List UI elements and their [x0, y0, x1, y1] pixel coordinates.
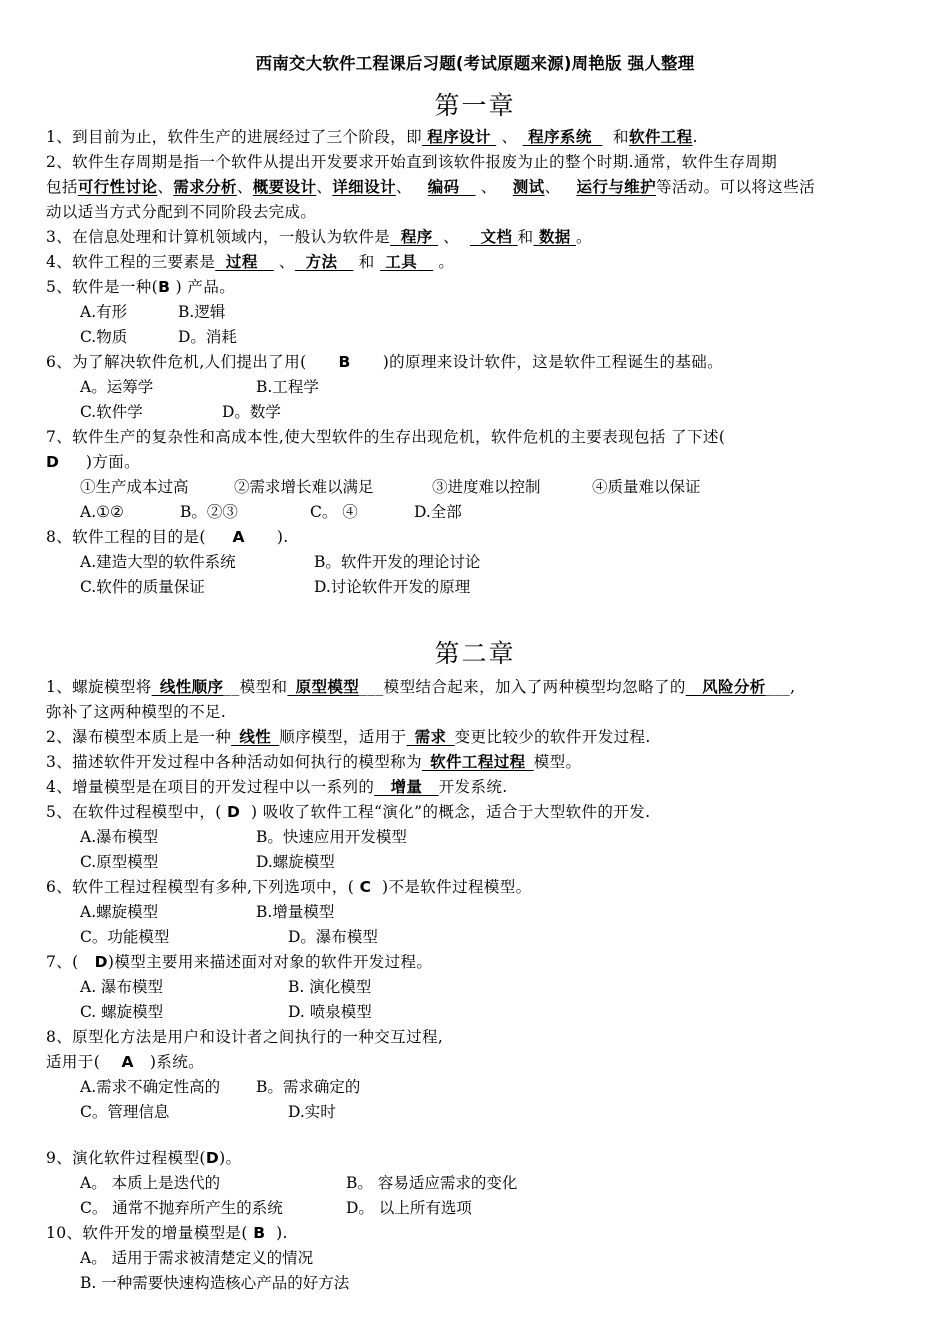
ch2-q6-option-d: D。瀑布模型: [288, 928, 378, 946]
ch2-q7-option-a: A. 瀑布模型: [80, 978, 164, 996]
ch2-question-6: 6、软件工程过程模型有多种,下列选项中，( C )不是软件过程模型。: [46, 878, 532, 896]
ch1-q7-item-4: ④质量难以保证: [592, 478, 701, 496]
ch1-q8-option-d: D.讨论软件开发的原理: [314, 578, 471, 596]
ch1-question-2-line-1: 2、软件生存周期是指一个软件从提出开发要求开始直到该软件报废为止的整个时期.通常，软件生存周期: [46, 153, 778, 171]
chapter-2-heading: 第二章: [434, 639, 516, 668]
ch2-question-2: 2、瀑布模型本质上是一种_线性_顺序模型，适用于_需求_变更比较少的软件开发过程.: [46, 727, 651, 746]
ch2-question-3: 3、描述软件开发过程中各种活动如何执行的模型称为_软件工程过程_模型。: [46, 752, 582, 771]
ch1-q8-option-c: C.软件的质量保证: [80, 578, 205, 596]
ch2-question-5: 5、在软件过程模型中，( D ) 吸收了软件工程“演化”的概念，适合于大型软件的开发.: [46, 803, 651, 821]
ch2-q8-option-c: C。管理信息: [80, 1103, 170, 1121]
document-title: 西南交大软件工程课后习题(考试原题来源)周艳版 强人整理: [255, 54, 695, 73]
ch2-question-1-line-1: 1、螺旋模型将_线性顺序__模型和_原型模型___模型结合起来，加入了两种模型均忽略了的__风险分析___,: [46, 677, 796, 696]
ch2-q7-option-b: B. 演化模型: [288, 978, 372, 996]
ch2-q8-option-d: D.实时: [288, 1103, 336, 1121]
ch2-q9-option-b: B。 容易适应需求的变化: [346, 1174, 518, 1192]
ch1-q8-option-a: A.建造大型的软件系统: [80, 553, 236, 571]
ch1-question-6: 6、为了解决软件危机,人们提出了用( B )的原理来设计软件，这是软件工程诞生的基础。: [46, 353, 724, 371]
ch1-question-7-line-1: 7、软件生产的复杂性和高成本性,使大型软件的生存出现危机，软件危机的主要表现包括 了下述(: [46, 428, 726, 446]
ch2-q10-option-a: A。 适用于需求被清楚定义的情况: [80, 1249, 314, 1267]
ch2-question-1-line-2: 弥补了这两种模型的不足.: [46, 703, 227, 721]
ch2-q5-option-b: B。快速应用开发模型: [256, 828, 407, 846]
ch1-q6-option-a: A。运筹学: [80, 378, 154, 396]
ch1-q8-option-b: B。软件开发的理论讨论: [314, 553, 481, 571]
answer-blank: 程序设计: [427, 127, 491, 146]
ch2-q10-option-b: B. 一种需要快速构造核心产品的好方法: [80, 1274, 350, 1292]
answer-blank: 程序系统: [528, 127, 592, 146]
ch1-question-1: 1、到目前为止，软件生产的进展经过了三个阶段，即 程序设计 、 程序系统 和软件工程.: [46, 127, 698, 146]
ch1-question-2-line-2: 包括可行性讨论、需求分析、概要设计、详细设计、 编码 、 测试、 运行与维护等活动。可以将这些活: [46, 177, 816, 196]
chapter-1-heading: 第一章: [434, 91, 516, 120]
ch2-question-7: 7、( D)模型主要用来描述面对对象的软件开发过程。: [46, 953, 433, 971]
ch2-q5-option-c: C.原型模型: [80, 853, 159, 871]
ch2-q6-option-c: C。功能模型: [80, 928, 170, 946]
ch1-question-5: 5、软件是一种(B ) 产品。: [46, 278, 236, 296]
ch1-q7-option-b: B。②③: [180, 503, 238, 521]
ch2-q8-option-a: A.需求不确定性高的: [80, 1078, 221, 1096]
ch1-q7-option-a: A.①②: [80, 503, 124, 521]
ch1-q5-option-c: C.物质: [80, 328, 128, 346]
ch2-question-8-line-1: 8、原型化方法是用户和设计者之间执行的一种交互过程,: [46, 1028, 444, 1046]
ch1-q7-option-c: C。 ④: [310, 503, 358, 521]
ch1-q5-option-d: D。消耗: [178, 328, 237, 346]
ch1-question-8: 8、软件工程的目的是( A ).: [46, 528, 289, 546]
ch2-q5-option-a: A.瀑布模型: [80, 828, 159, 846]
ch2-q9-option-d: D。 以上所有选项: [346, 1199, 472, 1217]
ch2-q6-option-b: B.增量模型: [256, 903, 335, 921]
ch1-q7-option-d: D.全部: [414, 503, 462, 521]
ch1-q7-item-2: ②需求增长难以满足: [234, 478, 374, 496]
ch1-q5-option-a: A.有形: [80, 303, 128, 321]
ch2-q7-option-d: D. 喷泉模型: [288, 1003, 372, 1021]
ch1-question-7-line-2: D )方面。: [46, 453, 141, 471]
answer-blank: 软件工程: [628, 127, 693, 146]
ch1-q6-option-d: D。数学: [222, 403, 281, 421]
ch1-q6-option-b: B.工程学: [256, 378, 319, 396]
ch1-question-2-line-3: 动以适当方式分配到不同阶段去完成。: [46, 203, 317, 221]
ch1-q7-item-1: ①生产成本过高: [80, 478, 189, 496]
question-text: 1、到目前为止，软件生产的进展经过了三个阶段，即: [46, 128, 422, 146]
ch2-q5-option-d: D.螺旋模型: [256, 853, 335, 871]
ch2-q9-option-c: C。 通常不抛弃所产生的系统: [80, 1199, 283, 1217]
ch2-q8-option-b: B。需求确定的: [256, 1078, 361, 1096]
ch1-q7-item-3: ③进度难以控制: [432, 478, 541, 496]
ch2-q6-option-a: A.螺旋模型: [80, 903, 159, 921]
ch2-question-9: 9、演化软件过程模型(D)。: [46, 1149, 242, 1167]
ch1-q5-option-b: B.逻辑: [178, 303, 226, 321]
ch2-question-10: 10、软件开发的增量模型是( B ).: [46, 1224, 288, 1242]
ch1-question-4: 4、软件工程的三要素是 过程 、 方法 和 工具 。: [46, 252, 455, 271]
ch1-q6-option-c: C.软件学: [80, 403, 143, 421]
ch2-q7-option-c: C. 螺旋模型: [80, 1003, 164, 1021]
ch2-question-4: 4、增量模型是在项目的开发过程中以一系列的__增量__开发系统.: [46, 777, 508, 796]
ch2-q9-option-a: A。 本质上是迭代的: [80, 1174, 221, 1192]
ch1-question-3: 3、在信息处理和计算机领域内，一般认为软件是 程序 、 文档 和 数据 。: [46, 227, 592, 246]
ch2-question-8-line-2: 适用于( A )系统。: [46, 1053, 205, 1071]
